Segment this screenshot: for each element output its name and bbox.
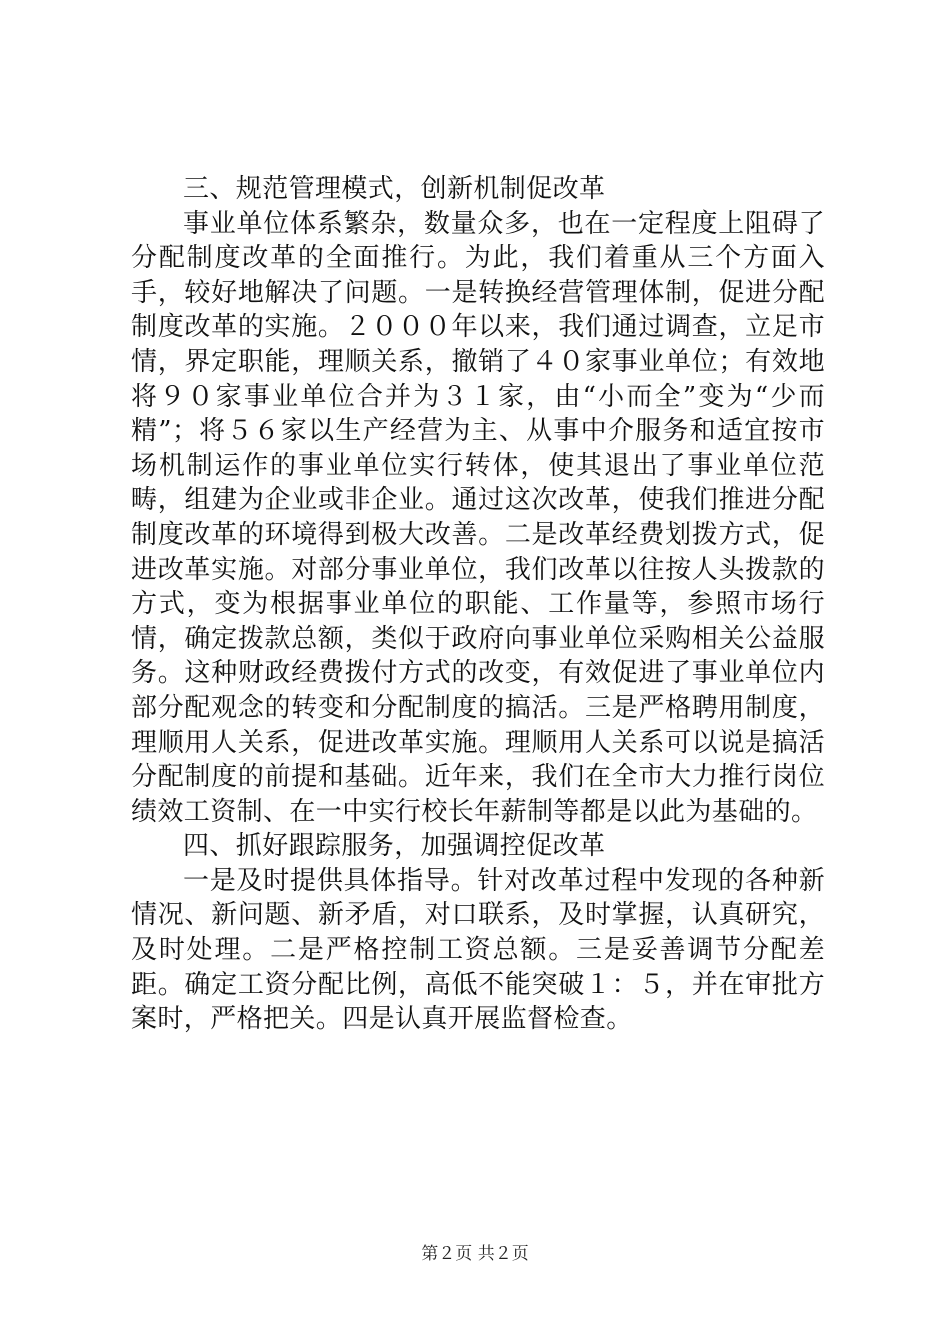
section-paragraph-3: 事业单位体系繁杂，数量众多，也在一定程度上阻碍了分配制度改革的全面推行。为此，我们着重从三个方面入手，较好地解决了问题。一是转换经营管理体制，促进分配制度改革的实施。２０００年以来，我们通过调查，立足市情，界定职能，理顺关系，撤销了４０家事业单位；有效地将９０家事业单位合并为３１家，由“小而全”变为“少而精”；将５６家以生产经营为主、从事中介服务和适宜按市场机制运作的事业单位实行转体，使其退出了事业单位范畴，组建为企业或非企业。通过这次改革，使我们推进分配制度改革的环境得到极大改善。二是改革经费划拨方式，促进改革实施。对部分事业单位，我们改革以往按人头拨款的方式，变为根据事业单位的职能、工作量等，参照市场行情，确定拨款总额，类似于政府向事业单位采购相关公益服务。这种财政经费拨付方式的改变，有效促进了事业单位内部分配观念的转变和分配制度的搞活。三是严格聘用制度，理顺用人关系，促进改革实施。理顺用人关系可以说是搞活分配制度的前提和基础。近年来，我们在全市大力推行岗位绩效工资制、在一中实行校长年薪制等都是以此为基础的。 (131, 208, 825, 827)
section-heading-3: 三、规范管理模式，创新机制促改革 (183, 174, 606, 204)
section-paragraph-4: 一是及时提供具体指导。针对改革过程中发现的各种新情况、新问题、新矛盾，对口联系，及时掌握，认真研究，及时处理。二是严格控制工资总额。三是妥善调节分配差距。确定工资分配比例，高低不能突破１：５，并在审批方案时，严格把关。四是认真开展监督检查。 (131, 865, 825, 1035)
section-heading-4: 四、抓好跟踪服务，加强调控促改革 (183, 831, 606, 862)
page-number-footer: 第２页 共２页 (421, 1244, 529, 1264)
document-body (131, 172, 825, 1037)
